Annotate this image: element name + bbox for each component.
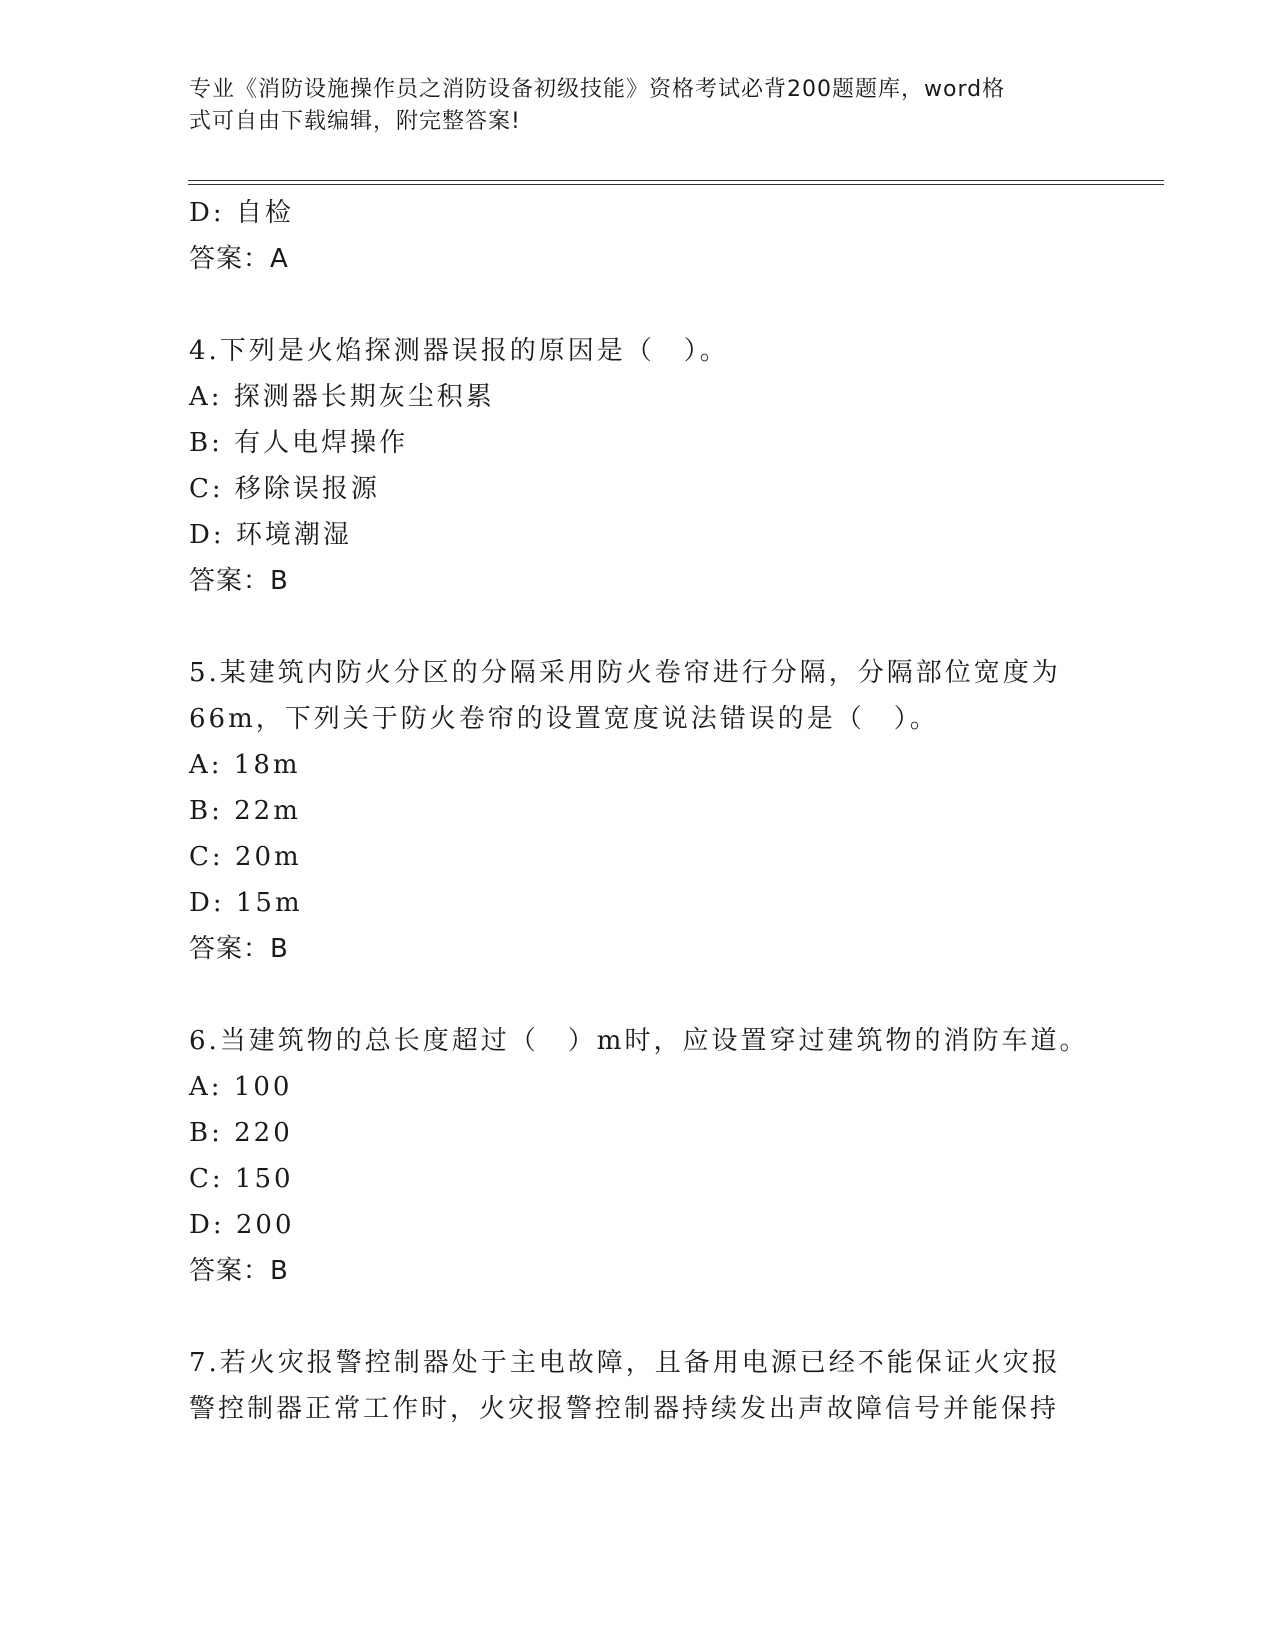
header-title-line-1: 专业《消防设施操作员之消防设备初级技能》资格考试必背200题题库，word格 (189, 77, 1006, 102)
answer: 答案：B (189, 566, 289, 596)
option-b: B: 22m (189, 796, 301, 826)
spacer (189, 972, 1089, 1018)
option-b: B: 220 (189, 1118, 293, 1148)
answer: 答案：B (189, 934, 289, 964)
option-c: C: 移除误报源 (189, 474, 380, 504)
spacer (189, 282, 1089, 328)
option-a: A: 100 (189, 1072, 293, 1102)
spacer (189, 1294, 1089, 1340)
option-b: B: 有人电焊操作 (189, 428, 409, 458)
spacer (189, 604, 1089, 650)
option-a: A: 探测器长期灰尘积累 (189, 382, 495, 412)
option-c: C: 20m (189, 842, 302, 872)
question-text: 7.若火灾报警控制器处于主电故障，且备用电源已经不能保证火灾报警控制器正常工作时，火灾报警控制器持续发出声故障信号并能保持 (189, 1348, 1061, 1424)
carryover-answer: 答案：A (189, 244, 289, 274)
question-text: 4.下列是火焰探测器误报的原因是（ ）。 (189, 336, 729, 366)
question-5 (189, 650, 1089, 972)
option-d: D: 200 (189, 1210, 295, 1240)
question-4 (189, 328, 1089, 604)
option-d: D: 环境潮湿 (189, 520, 352, 550)
option-a: A: 18m (189, 750, 301, 780)
carryover-option-d: D: 自检 (189, 198, 294, 228)
header-divider (188, 180, 1164, 185)
question-text: 6.当建筑物的总长度超过（ ）m时，应设置穿过建筑物的消防车道。 (189, 1026, 1089, 1056)
question-list (189, 190, 1089, 1432)
question-6 (189, 1018, 1089, 1294)
question-text: 5.某建筑内防火分区的分隔采用防火卷帘进行分隔，分隔部位宽度为66m，下列关于防火卷帘的设置宽度说法错误的是（ ）。 (189, 658, 1061, 734)
option-d: D: 15m (189, 888, 303, 918)
header-title-line-2: 式可自由下载编辑，附完整答案! (189, 109, 521, 134)
answer: 答案：B (189, 1256, 289, 1286)
page-header (189, 74, 1089, 138)
question-7 (189, 1340, 1089, 1432)
option-c: C: 150 (189, 1164, 294, 1194)
